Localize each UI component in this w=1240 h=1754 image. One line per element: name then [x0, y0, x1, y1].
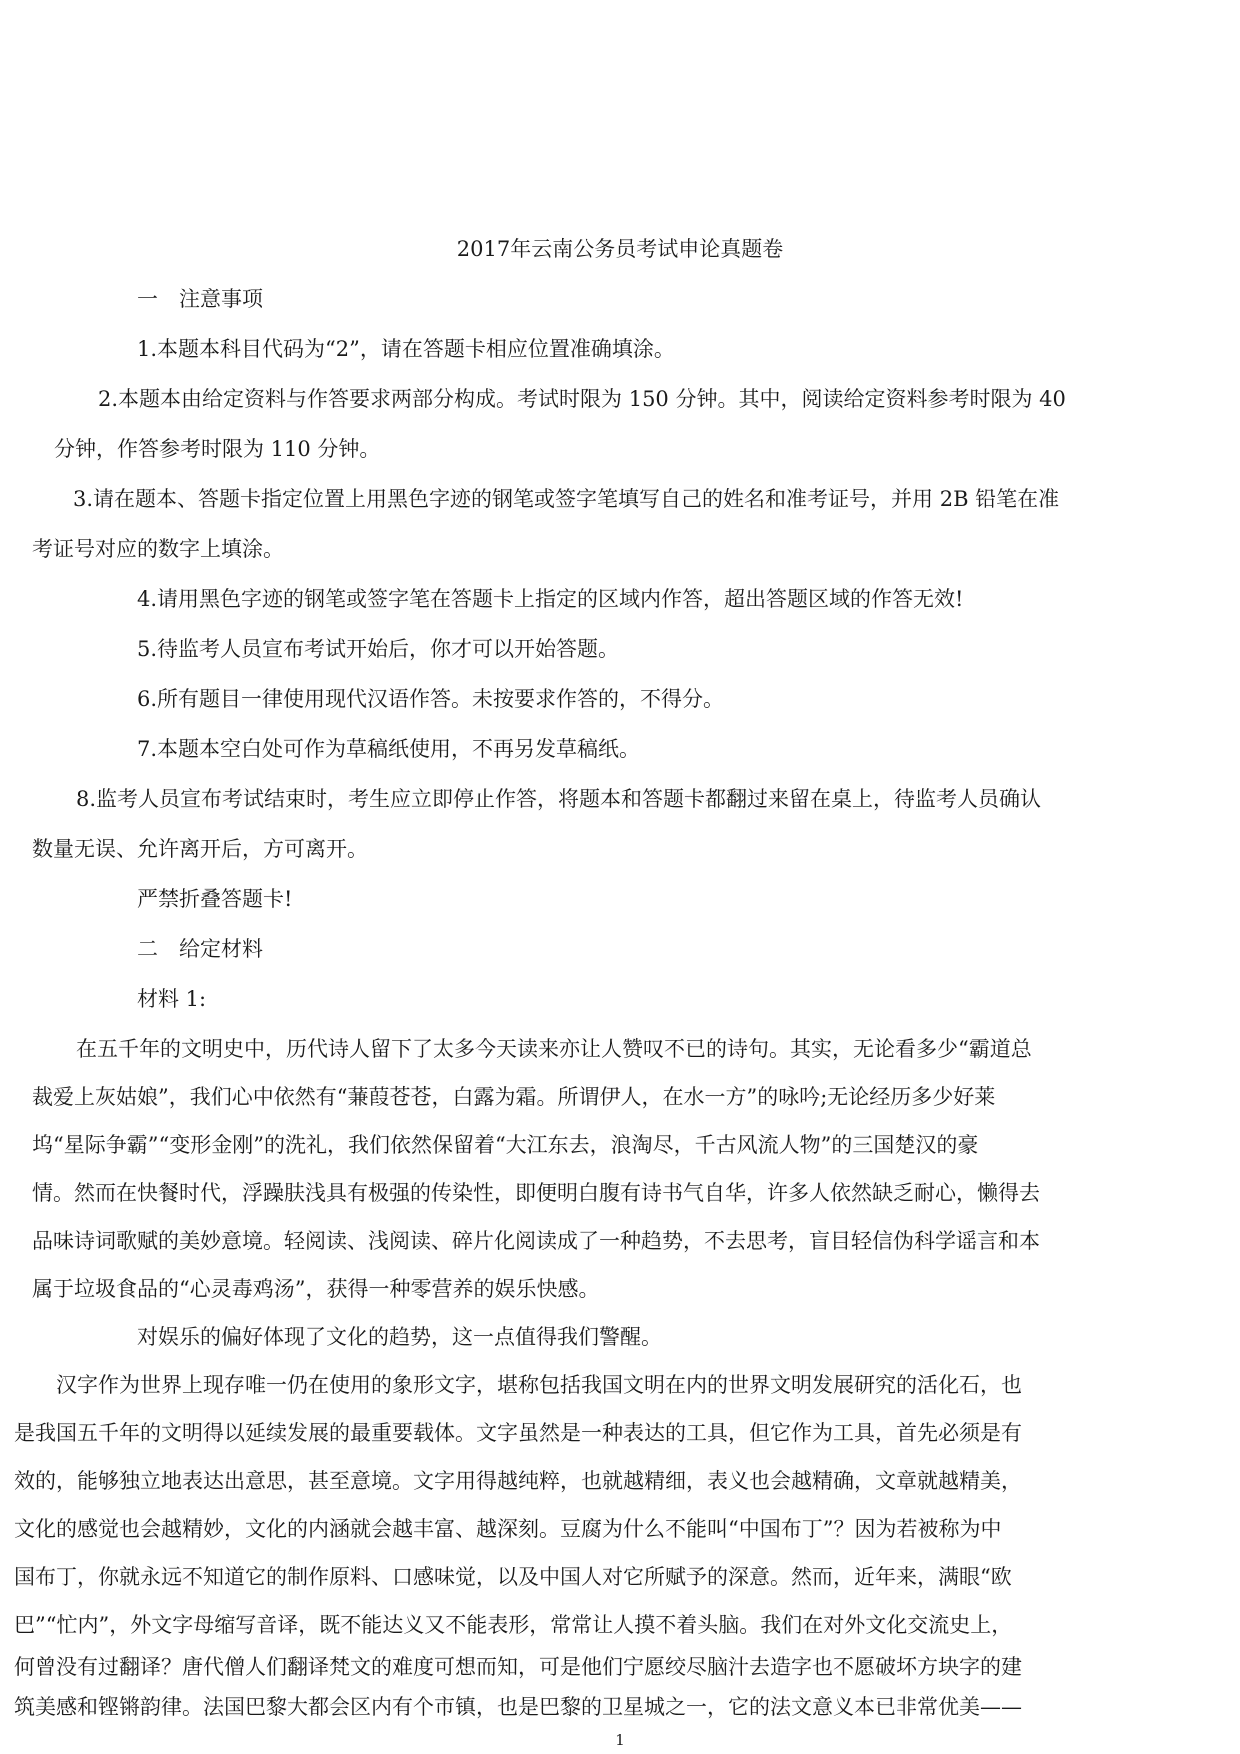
section-heading-materials: 二 给定材料 — [137, 937, 263, 961]
text-line: 巴”“忙内”，外文字母缩写音译，既不能达义又不能表形，常常让人摸不着头脑。我们在对外文化交流史上， — [14, 1613, 1013, 1637]
warning-line: 严禁折叠答题卡! — [137, 887, 293, 911]
text-line: 文化的感觉也会越精妙，文化的内涵就会越丰富、越深刻。豆腐为什么不能叫“中国布丁”？因为若被称为中 — [14, 1517, 1002, 1541]
text-line: 分钟，作答参考时限为 110 分钟。 — [54, 437, 381, 461]
text-line: 3.请在题本、答题卡指定位置上用黑色字迹的钢笔或签字笔填写自己的姓名和准考证号，并用 2B 铅笔在准 — [73, 487, 1060, 511]
text-line: 效的，能够独立地表达出意思，甚至意境。文字用得越纯粹，也就越精细，表义也会越精确，文章就越精美， — [14, 1469, 1022, 1493]
text-line: 2.本题本由给定资料与作答要求两部分构成。考试时限为 150 分钟。其中，阅读给定资料参考时限为 40 — [98, 387, 1066, 411]
text-line: 何曾没有过翻译？唐代僧人们翻译梵文的难度可想而知，可是他们宁愿绞尽脑汁去造字也不愿破坏方块字的建 — [14, 1655, 1022, 1679]
text-line: 国布丁，你就永远不知道它的制作原料、口感味觉，以及中国人对它所赋予的深意。然而，近年来，满眼“欧 — [14, 1565, 1012, 1589]
text-line: 品味诗词歌赋的美妙意境。轻阅读、浅阅读、碎片化阅读成了一种趋势，不去思考，盲目轻信伪科学谣言和本 — [32, 1229, 1040, 1253]
text-line: 5.待监考人员宣布考试开始后，你才可以开始答题。 — [137, 637, 620, 661]
text-line: 4.请用黑色字迹的钢笔或签字笔在答题卡上指定的区域内作答，超出答题区域的作答无效! — [137, 587, 964, 611]
section-heading-notes: 一 注意事项 — [137, 287, 263, 311]
text-line: 裁爱上灰姑娘”，我们心中依然有“蒹葭苍苍，白露为霜。所谓伊人，在水一方”的咏吟;无论经历多少好莱 — [32, 1085, 996, 1109]
text-line: 汉字作为世界上现存唯一仍在使用的象形文字，堪称包括我国文明在内的世界文明发展研究的活化石，也 — [56, 1373, 1022, 1397]
text-line: 是我国五千年的文明得以延续发展的最重要载体。文字虽然是一种表达的工具，但它作为工具，首先必须是有 — [14, 1421, 1022, 1445]
text-line: 考证号对应的数字上填涂。 — [32, 537, 284, 561]
text-line: 对娱乐的偏好体现了文化的趋势，这一点值得我们警醒。 — [137, 1325, 662, 1349]
material-heading: 材料 1: — [137, 987, 207, 1011]
text-line: 在五千年的文明史中，历代诗人留下了太多今天读来亦让人赞叹不已的诗句。其实，无论看多少“霸道总 — [76, 1037, 1032, 1061]
text-line: 6.所有题目一律使用现代汉语作答。未按要求作答的，不得分。 — [137, 687, 725, 711]
page-number: 1 — [615, 1731, 625, 1749]
text-line: 数量无误、允许离开后，方可离开。 — [32, 837, 368, 861]
text-line: 坞“星际争霸”“变形金刚”的洗礼，我们依然保留着“大江东去，浪淘尽，千古风流人物”的三国楚汉的豪 — [32, 1133, 979, 1157]
text-line: 8.监考人员宣布考试结束时，考生应立即停止作答，将题本和答题卡都翻过来留在桌上，待监考人员确认 — [76, 787, 1042, 811]
text-line: 筑美感和铿锵韵律。法国巴黎大都会区内有个市镇，也是巴黎的卫星城之一，它的法文意义本已非常优美—— — [14, 1695, 1022, 1719]
document-title: 2017年云南公务员考试申论真题卷 — [456, 237, 784, 261]
text-line: 1.本题本科目代码为“2”，请在答题卡相应位置准确填涂。 — [137, 337, 675, 361]
text-line: 情。然而在快餐时代，浮躁肤浅具有极强的传染性，即便明白腹有诗书气自华，许多人依然缺乏耐心，懒得去 — [32, 1181, 1040, 1205]
text-line: 属于垃圾食品的“心灵毒鸡汤”，获得一种零营养的娱乐快感。 — [32, 1277, 600, 1301]
text-line: 7.本题本空白处可作为草稿纸使用，不再另发草稿纸。 — [137, 737, 641, 761]
